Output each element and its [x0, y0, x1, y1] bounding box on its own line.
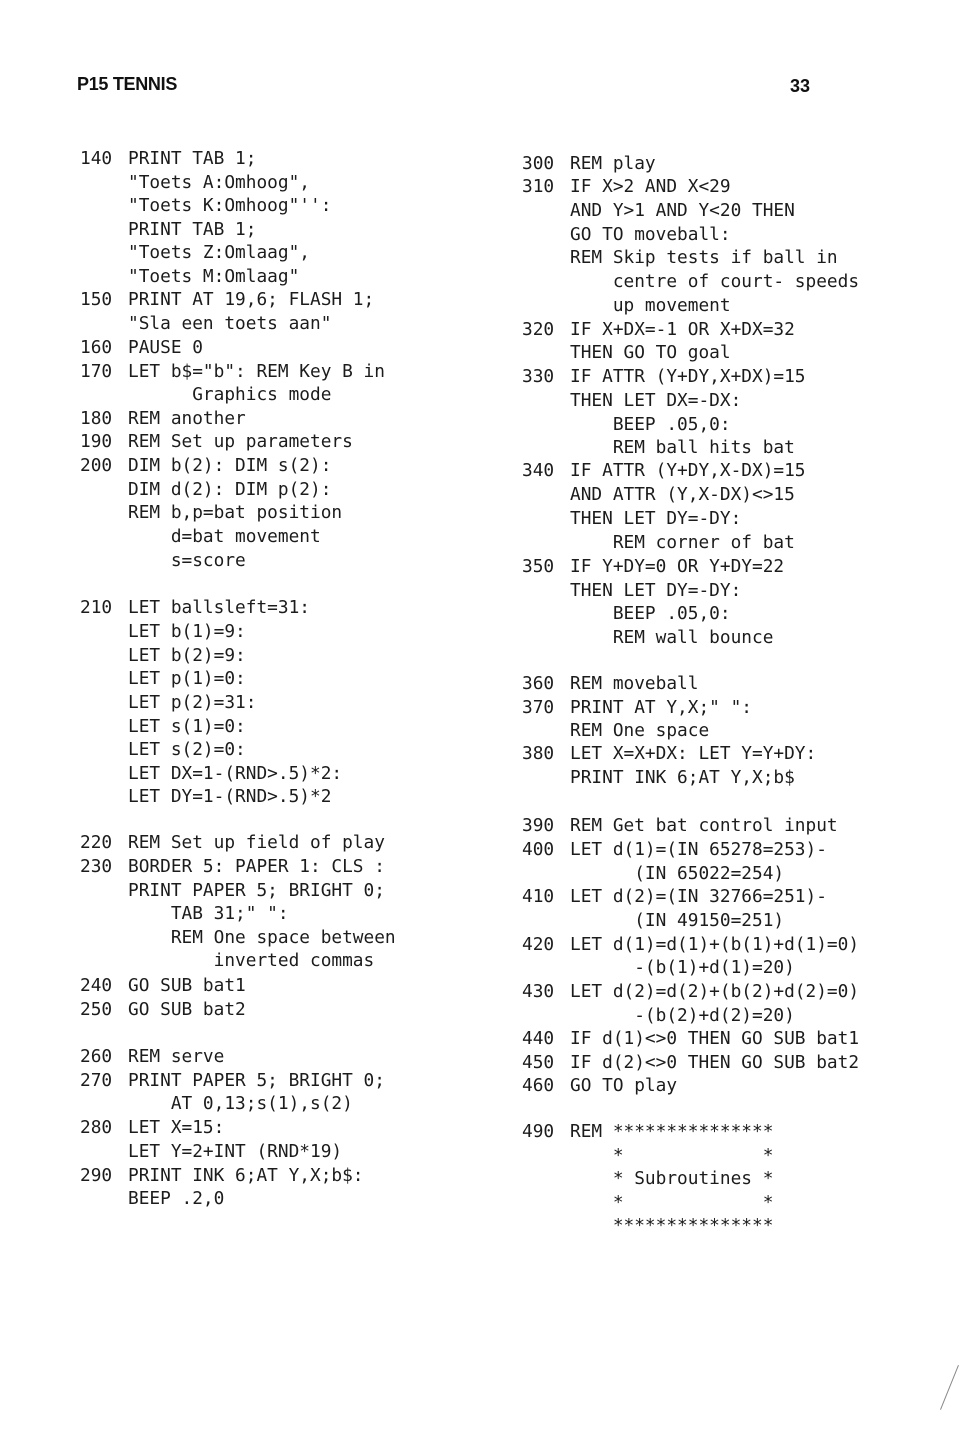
line-number: 460 — [522, 1075, 555, 1096]
code-line — [80, 219, 256, 241]
line-number: 230 — [80, 856, 113, 877]
code-text: PRINT PAPER 5; BRIGHT 0; — [128, 1070, 385, 1091]
line-number: 250 — [80, 999, 113, 1020]
code-line — [80, 195, 331, 217]
code-text: DIM b(2): DIM s(2): — [128, 455, 332, 476]
code-line — [80, 313, 331, 335]
line-number: 140 — [80, 148, 113, 169]
code-line — [80, 856, 385, 878]
code-line — [522, 815, 838, 837]
code-text: * * — [570, 1145, 774, 1166]
code-line — [522, 390, 741, 412]
code-text: * * — [570, 1192, 774, 1213]
code-text: PRINT PAPER 5; BRIGHT 0; — [128, 880, 385, 901]
code-text: * Subroutines * — [570, 1168, 774, 1189]
code-line — [80, 880, 385, 902]
code-text: IF ATTR (Y+DY,X+DX)=15 — [570, 366, 806, 387]
code-text: IF d(2)<>0 THEN GO SUB bat2 — [570, 1052, 860, 1073]
code-text: REM Get bat control input — [570, 815, 838, 836]
code-text: LET X=15: — [128, 1117, 225, 1138]
code-line — [522, 271, 859, 293]
code-line — [80, 289, 374, 311]
code-line — [522, 1052, 859, 1074]
code-line — [522, 1145, 773, 1167]
code-line — [80, 950, 374, 972]
code-text: GO TO play — [570, 1075, 678, 1096]
code-text: (IN 49150=251) — [570, 910, 785, 931]
code-text: LET b(1)=9: — [128, 621, 246, 642]
code-text: LET d(2)=d(2)+(b(2)+d(2)=0) — [570, 981, 860, 1002]
code-line — [522, 697, 752, 719]
code-text: IF Y+DY=0 OR Y+DY=22 — [570, 556, 785, 577]
code-text: GO SUB bat2 — [128, 999, 246, 1020]
code-line — [522, 508, 741, 530]
line-number: 200 — [80, 455, 113, 476]
code-text: -(b(1)+d(1)=20) — [570, 957, 795, 978]
code-line — [522, 627, 773, 649]
code-text: REM Skip tests if ball in — [570, 247, 838, 268]
line-number: 380 — [522, 743, 555, 764]
code-line — [522, 342, 731, 364]
code-text: "Toets M:Omlaag" — [128, 266, 300, 287]
code-line — [80, 716, 246, 738]
code-line — [80, 1046, 224, 1068]
code-text: LET DY=1-(RND>.5)*2 — [128, 786, 332, 807]
code-line — [522, 720, 709, 742]
line-number: 150 — [80, 289, 113, 310]
code-line — [80, 645, 246, 667]
line-number: 490 — [522, 1121, 555, 1142]
code-line — [522, 200, 795, 222]
code-line — [522, 247, 838, 269]
code-line — [522, 319, 795, 341]
line-number: 160 — [80, 337, 113, 358]
code-line — [522, 176, 731, 198]
code-line — [522, 863, 784, 885]
code-line — [80, 242, 310, 264]
code-text: "Toets K:Omhoog"'': — [128, 195, 332, 216]
line-number: 430 — [522, 981, 555, 1002]
code-line — [80, 832, 385, 854]
code-text: THEN LET DX=-DX: — [570, 390, 742, 411]
line-number: 410 — [522, 886, 555, 907]
code-text: LET p(2)=31: — [128, 692, 257, 713]
code-line — [80, 455, 331, 477]
code-text: REM Set up parameters — [128, 431, 353, 452]
code-text: PRINT AT Y,X;" ": — [570, 697, 752, 718]
line-number: 390 — [522, 815, 555, 836]
code-text: AND Y>1 AND Y<20 THEN — [570, 200, 795, 221]
code-text: REM serve — [128, 1046, 225, 1067]
code-line — [522, 460, 806, 482]
code-line — [522, 1121, 773, 1143]
code-line — [522, 743, 816, 765]
code-text: LET Y=2+INT (RND*19) — [128, 1141, 343, 1162]
code-text: BEEP .2,0 — [128, 1188, 225, 1209]
code-text: REM *************** — [570, 1121, 774, 1142]
code-text: REM One space — [570, 720, 710, 741]
code-line — [80, 431, 353, 453]
code-text: REM another — [128, 408, 246, 429]
code-line — [522, 224, 731, 246]
code-line — [522, 556, 784, 578]
code-line — [80, 1188, 224, 1210]
code-text: LET b$="b": REM Key B in — [128, 361, 385, 382]
page-number: 33 — [790, 76, 811, 96]
code-text: PRINT AT 19,6; FLASH 1; — [128, 289, 375, 310]
code-line — [80, 1165, 364, 1187]
code-text: PRINT INK 6;AT Y,X;b$ — [570, 767, 795, 788]
code-line — [80, 479, 331, 501]
code-text: BORDER 5: PAPER 1: CLS : — [128, 856, 385, 877]
code-line — [522, 910, 784, 932]
line-number: 340 — [522, 460, 555, 481]
code-line — [80, 668, 246, 690]
code-text: REM One space between — [128, 927, 396, 948]
code-text: IF ATTR (Y+DY,X-DX)=15 — [570, 460, 806, 481]
code-line — [522, 580, 741, 602]
line-number: 370 — [522, 697, 555, 718]
code-line — [522, 767, 795, 789]
code-text: LET p(1)=0: — [128, 668, 246, 689]
code-line — [80, 621, 246, 643]
code-text: AND ATTR (Y,X-DX)<>15 — [570, 484, 795, 505]
code-line — [80, 1093, 353, 1115]
code-text: "Toets Z:Omlaag", — [128, 242, 310, 263]
code-text: centre of court- speeds — [570, 271, 860, 292]
code-text: THEN LET DY=-DY: — [570, 508, 742, 529]
code-line — [80, 786, 331, 808]
code-text: BEEP .05,0: — [570, 414, 731, 435]
code-line — [80, 526, 321, 548]
code-text: LET s(2)=0: — [128, 739, 246, 760]
code-text: REM ball hits bat — [570, 437, 795, 458]
code-text: d=bat movement — [128, 526, 321, 547]
code-line — [80, 975, 246, 997]
page-header-title: P15 TENNIS — [77, 74, 178, 94]
code-text: THEN LET DY=-DY: — [570, 580, 742, 601]
code-text: IF X+DX=-1 OR X+DX=32 — [570, 319, 795, 340]
line-number: 170 — [80, 361, 113, 382]
line-number: 270 — [80, 1070, 113, 1091]
line-number: 280 — [80, 1117, 113, 1138]
code-line — [522, 1215, 773, 1237]
code-text: REM b,p=bat position — [128, 502, 343, 523]
code-text: LET d(1)=d(1)+(b(1)+d(1)=0) — [570, 934, 860, 955]
code-text: REM wall bounce — [570, 627, 774, 648]
scan-edge-mark — [940, 1365, 959, 1410]
code-text: BEEP .05,0: — [570, 603, 731, 624]
code-text: GO SUB bat1 — [128, 975, 246, 996]
code-line — [80, 763, 342, 785]
code-text: (IN 65022=254) — [570, 863, 785, 884]
code-line — [80, 172, 310, 194]
code-line — [522, 484, 795, 506]
code-line — [522, 295, 731, 317]
code-line — [522, 1075, 677, 1097]
code-text: PRINT INK 6;AT Y,X;b$: — [128, 1165, 364, 1186]
line-number: 210 — [80, 597, 113, 618]
code-line — [80, 408, 246, 430]
code-line — [522, 1168, 773, 1190]
code-line — [80, 266, 299, 288]
code-line — [522, 839, 827, 861]
code-text: "Toets A:Omhoog", — [128, 172, 310, 193]
code-line — [522, 366, 806, 388]
code-text: REM play — [570, 153, 656, 174]
code-line — [522, 981, 859, 1003]
code-line — [522, 886, 827, 908]
code-text: LET X=X+DX: LET Y=Y+DY: — [570, 743, 817, 764]
code-line — [522, 603, 731, 625]
line-number: 440 — [522, 1028, 555, 1049]
line-number: 420 — [522, 934, 555, 955]
code-line — [522, 1192, 773, 1214]
line-number: 190 — [80, 431, 113, 452]
code-text: LET b(2)=9: — [128, 645, 246, 666]
line-number: 240 — [80, 975, 113, 996]
code-line — [80, 999, 246, 1021]
code-text: REM moveball — [570, 673, 699, 694]
code-text: IF X>2 AND X<29 — [570, 176, 731, 197]
code-line — [522, 1005, 795, 1027]
code-text: LET d(1)=(IN 65278=253)- — [570, 839, 827, 860]
code-line — [522, 414, 731, 436]
line-number: 330 — [522, 366, 555, 387]
code-text: Graphics mode — [128, 384, 332, 405]
line-number: 350 — [522, 556, 555, 577]
line-number: 300 — [522, 153, 555, 174]
line-number: 260 — [80, 1046, 113, 1067]
code-text: s=score — [128, 550, 246, 571]
code-line — [80, 927, 396, 949]
code-text: "Sla een toets aan" — [128, 313, 332, 334]
line-number: 180 — [80, 408, 113, 429]
code-text: LET s(1)=0: — [128, 716, 246, 737]
code-line — [522, 934, 859, 956]
code-line — [80, 1117, 224, 1139]
code-line — [80, 1141, 342, 1163]
code-text: LET DX=1-(RND>.5)*2: — [128, 763, 343, 784]
code-line — [80, 148, 256, 170]
code-text: PRINT TAB 1; — [128, 219, 257, 240]
code-text: IF d(1)<>0 THEN GO SUB bat1 — [570, 1028, 860, 1049]
code-text: DIM d(2): DIM p(2): — [128, 479, 332, 500]
code-text: AT 0,13;s(1),s(2) — [128, 1093, 353, 1114]
code-line — [80, 692, 256, 714]
code-line — [80, 361, 385, 383]
code-line — [80, 597, 310, 619]
code-text: REM Set up field of play — [128, 832, 385, 853]
code-text: LET d(2)=(IN 32766=251)- — [570, 886, 827, 907]
code-text: PRINT TAB 1; — [128, 148, 257, 169]
code-text: -(b(2)+d(2)=20) — [570, 1005, 795, 1026]
code-text: TAB 31;" ": — [128, 903, 289, 924]
code-line — [80, 903, 289, 925]
code-line — [80, 550, 246, 572]
code-line — [522, 673, 698, 695]
code-line — [80, 337, 203, 359]
code-line — [80, 384, 331, 406]
code-text: inverted commas — [128, 950, 375, 971]
code-text: PAUSE 0 — [128, 337, 203, 358]
code-text: *************** — [570, 1215, 774, 1236]
line-number: 400 — [522, 839, 555, 860]
code-text: THEN GO TO goal — [570, 342, 731, 363]
code-line — [522, 153, 656, 175]
code-line — [80, 739, 246, 761]
line-number: 450 — [522, 1052, 555, 1073]
code-line — [522, 1028, 859, 1050]
line-number: 290 — [80, 1165, 113, 1186]
line-number: 360 — [522, 673, 555, 694]
code-line — [522, 957, 795, 979]
code-text: LET ballsleft=31: — [128, 597, 310, 618]
line-number: 220 — [80, 832, 113, 853]
code-text: GO TO moveball: — [570, 224, 731, 245]
code-line — [522, 532, 795, 554]
line-number: 310 — [522, 176, 555, 197]
code-line — [80, 1070, 385, 1092]
code-line — [80, 502, 342, 524]
code-text: up movement — [570, 295, 731, 316]
code-line — [522, 437, 795, 459]
line-number: 320 — [522, 319, 555, 340]
code-text: REM corner of bat — [570, 532, 795, 553]
